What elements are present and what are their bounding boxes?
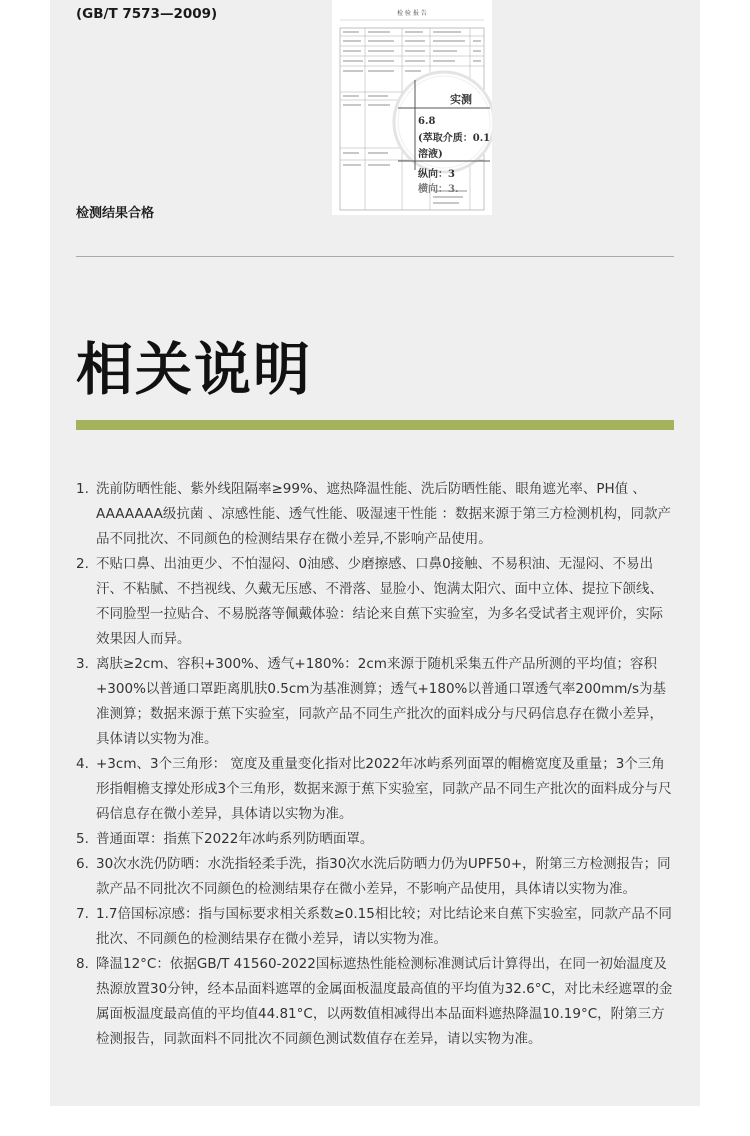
magnified-line-3: 溶液) [418, 149, 443, 160]
note-number: 7. [76, 906, 89, 922]
note-text: 普通面罩：指蕉下2022年冰屿系列防晒面罩。 [96, 831, 374, 847]
magnified-line-2: (萃取介质：0.1 [418, 133, 491, 144]
note-number: 2. [76, 556, 89, 572]
note-item [76, 477, 676, 552]
section-title: 相关说明 [76, 337, 312, 403]
magnified-line-1: 6.8 [418, 116, 436, 127]
note-item [76, 852, 676, 902]
note-number: 1. [76, 481, 89, 497]
note-number: 8. [76, 956, 89, 972]
note-text: +3cm、3个三角形： 宽度及重量变化指对比2022年冰屿系列面罩的帽檐宽度及重量；3个三角形指帽檐支撑处形成3个三角形，数据来源于蕉下实验室，同款产品不同生产批次的面料成分与尺码信息存在微小差异，具体请以实物为准。 [96, 756, 672, 822]
standard-code: (GB/T 7573—2009) [76, 6, 218, 22]
test-report-illustration [332, 0, 492, 215]
note-text: 1.7倍国标凉感：指与国标要求相关系数≥0.15相比较；对比结论来自蕉下实验室，同款产品不同批次、不同颜色的检测结果存在微小差异，请以实物为准。 [96, 906, 672, 947]
note-item [76, 902, 676, 952]
note-text: 30次水洗仍防晒：水洗指轻柔手洗，指30次水洗后防晒力仍为UPF50+，附第三方检测报告；同款产品不同批次不同颜色的检测结果存在微小差异，不影响产品使用，具体请以实物为准。 [96, 856, 671, 897]
note-text: 不贴口鼻、出油更少、不怕湿闷、0油感、少磨擦感、口鼻0接触、不易积油、无湿闷、不易出汗、不粘腻、不挡视线、久戴无压感、不滑落、显脸小、饱满太阳穴、面中立体、提拉下颌线、不同脸型一拉贴合、不易脱落等佩戴体验：结论来自蕉下实验室，为多名受试者主观评价，实际效果因人而异。 [96, 556, 663, 647]
note-item [76, 652, 676, 752]
note-number: 3. [76, 656, 89, 672]
note-number: 6. [76, 856, 89, 872]
note-text: 降温12°C：依据GB/T 41560-2022国标遮热性能检测标准测试后计算得出，在同一初始温度及热源放置30分钟，经本品面料遮罩的金属面板温度最高值的平均值为32.6°C，对比未经遮罩的金属面板温度最高值的平均值44.81°C，以两数值相减得出本品面料遮热降温10.19°C，附第三方检测报告，同款面料不同批次不同颜色测试数值存在差异，请以实物为准。 [96, 956, 673, 1047]
title-accent-bar [76, 420, 674, 430]
notes-list [76, 477, 676, 1052]
note-item [76, 552, 676, 652]
note-item [76, 827, 676, 852]
note-item [76, 752, 676, 827]
magnified-line-5: 横向：3. [418, 184, 459, 195]
magnified-line-4: 纵向：3 [418, 169, 455, 180]
report-heading: 检 验 报 告 [397, 10, 427, 17]
note-text: 离肤≥2cm、容积+300%、透气+180%：2cm来源于随机采集五件产品所测的平均值；容积+300%以普通口罩距离肌肤0.5cm为基准测算；透气+180%以普通口罩透气率200mm/s为基准测算；数据来源于蕉下实验室，同款产品不同生产批次的面料成分与尺码信息存在微小差异，具体请以实物为准。 [96, 656, 667, 747]
note-number: 4. [76, 756, 89, 772]
magnified-col-header: 实测 [450, 93, 472, 106]
test-report-image [332, 0, 492, 215]
note-text: 洗前防晒性能、紫外线阻隔率≥99%、遮热降温性能、洗后防晒性能、眼角遮光率、PH值 、AAAAAAA级抗菌 、凉感性能、透气性能、吸湿速干性能 ：数据来源于第三方检测机构，同款产品不同批次、不同颜色的检测结果存在微小差异,不影响产品使用。 [96, 481, 671, 547]
note-number: 5. [76, 831, 89, 847]
test-result-label: 检测结果合格 [76, 206, 155, 221]
section-divider [76, 256, 674, 257]
note-item [76, 952, 676, 1052]
